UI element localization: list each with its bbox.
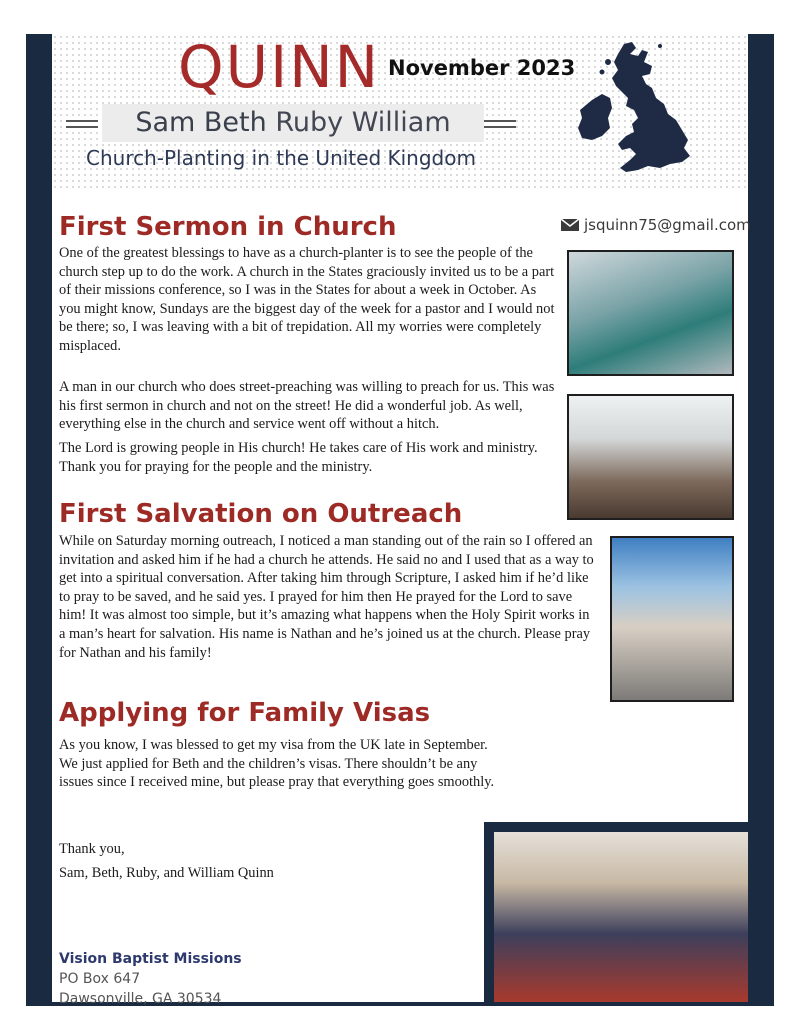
newsletter-title: QUINN <box>178 33 380 101</box>
address-line-1: PO Box 647 <box>59 971 141 987</box>
contact-email[interactable] <box>560 216 751 234</box>
section-heading-first-sermon: First Sermon in Church <box>59 212 397 242</box>
photo-church-service <box>567 394 734 520</box>
address-line-2: Dawsonville, GA 30534 <box>59 991 222 1007</box>
closing-thanks: Thank you, <box>59 841 125 857</box>
right-border-bar <box>748 34 774 824</box>
photo-child-in-church <box>567 250 734 376</box>
mission-address-block <box>59 949 242 1009</box>
decorative-rule-left <box>66 120 98 128</box>
section-heading-first-salvation: First Salvation on Outreach <box>59 499 463 529</box>
issue-date: November 2023 <box>388 56 576 80</box>
first-sermon-paragraph-1: One of the greatest blessings to have as a church-planter is to see the people of the church step up to do the work. A church in the States graciously invited us to be a part of their missions conference, so I was in the States for about a week in October. As you might know, Sundays are the biggest day of the week for a pastor and I would not be there; so, I was leaving with a bit of trepidation. All my worries were completely misplaced. <box>59 245 555 354</box>
first-sermon-paragraph-2: A man in our church who does street-preaching was willing to preach for us. This was his first sermon in church and not on the street! He did a wonderful job. As well, everything else in the church and service went off without a hitch. <box>59 379 555 433</box>
family-names <box>102 104 484 142</box>
first-salvation-paragraph: While on Saturday morning outreach, I noticed a man standing out of the rain so I offered an invitation and asked him if he had a church he attends. He said no and I used that as a way to get into a spiritual conversation. After taking him through Scripture, I asked him if he’d like to pray to be saved, and he said yes. I prayed for him then He prayed for the Lord to save him! It was almost too simple, but it’s amazing what happens when the Holy Spirit works in a man’s heart for salvation. His name is Nathan and he’s joined us at the church. Please pray for Nathan and his family! <box>59 533 594 661</box>
family-names-bold: Sam Beth <box>135 107 267 138</box>
family-names-light: Ruby William <box>275 107 451 138</box>
first-sermon-paragraph-3: The Lord is growing people in His church! He takes care of His work and ministry. Thank you for praying for the people and the ministry. <box>59 440 538 475</box>
newsletter-subtitle: Church-Planting in the United Kingdom <box>86 146 476 170</box>
section-heading-family-visas: Applying for Family Visas <box>59 698 431 728</box>
closing-signoff: Sam, Beth, Ruby, and William Quinn <box>59 865 274 881</box>
decorative-rule-right <box>484 120 516 128</box>
photo-family-portrait <box>494 832 748 1002</box>
photo-outreach-tract <box>610 536 734 702</box>
mission-org-name: Vision Baptist Missions <box>59 951 242 967</box>
left-border-bar <box>26 34 52 1002</box>
family-visas-paragraph: As you know, I was blessed to get my visa from the UK late in September. We just applied for Beth and the children’s visas. There shouldn’t be any issues since I received mine, but please pray that everything goes smoothly. <box>59 737 495 791</box>
uk-map-icon <box>572 40 700 186</box>
email-address: jsquinn75@gmail.com <box>584 216 751 234</box>
envelope-icon <box>560 218 580 232</box>
